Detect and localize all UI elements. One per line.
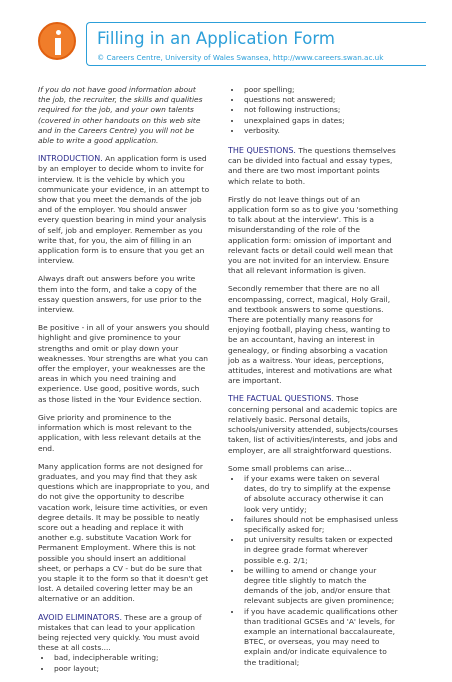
paragraph: Always draft out answers before you write them into the form, and take a copy of the essay question answers, for use prior to the interview. — [38, 274, 202, 315]
problems-list — [228, 474, 400, 668]
list-item: • poor spelling; — [242, 85, 400, 95]
paragraph: Firstly do not leave things out of an application form so as to give you 'something to talk about at the interview'. This is a misunderstanding of the role of the application form: omission of important and relevant facts or detail could well mean that you are not invited for an interview. Ensure that all relevant information is given. — [228, 194, 399, 276]
list-item: • if your exams were taken on several dates, do try to simplify at the expense of absolute accuracy otherwise it can look very untidy; — [242, 474, 400, 515]
list-item: • be willing to amend or change your degree title slightly to match the demands of the job, and/or ensure that relevant subjects are given prominence; — [242, 566, 400, 607]
factual-heading: THE FACTUAL QUESTIONS. — [228, 394, 334, 404]
list-item: • poor layout; — [52, 664, 210, 674]
paragraph: Secondly remember that there are no all encompassing, correct, magical, Holy Grail, and textbook answers to some questions. There are potentially many reasons for enjoying football, playing chess, wanting to be an accountant, having an interest in genealogy, or finding absorbing a vacation job as a waitress. Your ideas, perceptions, attitudes, interest and motivations are what are important. — [228, 284, 393, 386]
problems-intro: Some small problems can arise... — [228, 463, 352, 473]
paragraph: Be positive - in all of your answers you should highlight and give prominence to your strengths and omit or play down your weaknesses. Your strengths are what you can offer the employer, your weaknesses are the areas in which you need training and experience. Use good, positive words, such as those listed in the Your Evidence section. — [38, 323, 210, 404]
avoid-paragraph — [38, 613, 210, 654]
list-item: • not following instructions; — [242, 105, 400, 115]
header — [38, 22, 428, 82]
intro-paragraph: If you do not have good information about the job, the recruiter, the skills and qualities required for the job, and your own talents (covered in other handouts on this web site and in the Careers Centre) you will not be able to write a good application. — [38, 85, 203, 146]
right-column — [228, 85, 400, 676]
info-icon — [38, 22, 76, 60]
eliminators-list-continued — [228, 85, 400, 136]
factual-paragraph — [228, 394, 400, 455]
introduction-paragraph — [38, 154, 210, 266]
left-column — [38, 85, 210, 682]
avoid-heading: AVOID ELIMINATORS. — [38, 612, 122, 622]
questions-paragraph — [228, 146, 400, 187]
list-item: • unexplained gaps in dates; — [242, 116, 400, 126]
introduction-heading: INTRODUCTION. — [38, 154, 103, 164]
avoid-text: These are a group of mistakes that can lead to your application being rejected very quickly. You must avoid these at all costs.... — [38, 612, 202, 653]
paragraph: Many application forms are not designed for graduates, and you may find that they ask questions which are inappropriate to you, and do not give the opportunity to describe vacation work, leisure time activities, or even degree details. It may be possible to neatly score out a heading and replace it with another e.g. substitute Vacation Work for Permanent Employment. Where this is not possible you should insert an additional sheet, or perhaps a CV - but do be sure that you staple it to the form so that it doesn't get lost. A detailed covering letter may be an alternative or an addition. — [38, 461, 210, 604]
title-bar — [86, 22, 426, 66]
questions-heading: THE QUESTIONS. — [228, 146, 296, 156]
introduction-text: An application form is used by an employer to decide whom to invite for interview. It is the vehicle by which you communicate your evidence, in an attempt to show that you meet the demands of the job and of the employer. You should answer every question bearing in mind your analysis of self, job and employer. Remember as you write that, for you, the aim of filling in an application form is to ensure that you get an interview. — [38, 154, 210, 266]
list-item: • failures should not be emphasised unless specifically asked for; — [242, 515, 400, 535]
paragraph: Give priority and prominence to the information which is most relevant to the application, with less relevant details at the end. — [38, 412, 201, 453]
factual-text: Those concerning personal and academic topics are relatively basic. Personal details, schools/university attended, subjects/courses taken, list of activities/interests, and jobs and employer, are all straightforward questions. — [228, 394, 398, 455]
copyright-line: © Careers Centre, University of Wales Swansea, http://www.careers.swan.ac.uk — [97, 53, 384, 62]
list-item: • questions not answered; — [242, 95, 400, 105]
list-item: • bad, indecipherable writing; — [52, 653, 210, 663]
list-item: • verbosity. — [242, 126, 400, 136]
eliminators-list — [38, 653, 210, 673]
page-title: Filling in an Application Form — [97, 29, 335, 48]
list-item: • put university results taken or expected in degree grade format wherever possible e.g. 2/1; — [242, 535, 400, 566]
questions-text: The questions themselves can be divided into factual and essay types, and there are two most important points which relate to both. — [228, 146, 396, 186]
list-item: • if you have academic qualifications other than traditional GCSEs and 'A' levels, for example an international baccalaureate, BTEC, or overseas, you may need to explain and/or indicate equivalence to the traditional; — [242, 607, 400, 668]
